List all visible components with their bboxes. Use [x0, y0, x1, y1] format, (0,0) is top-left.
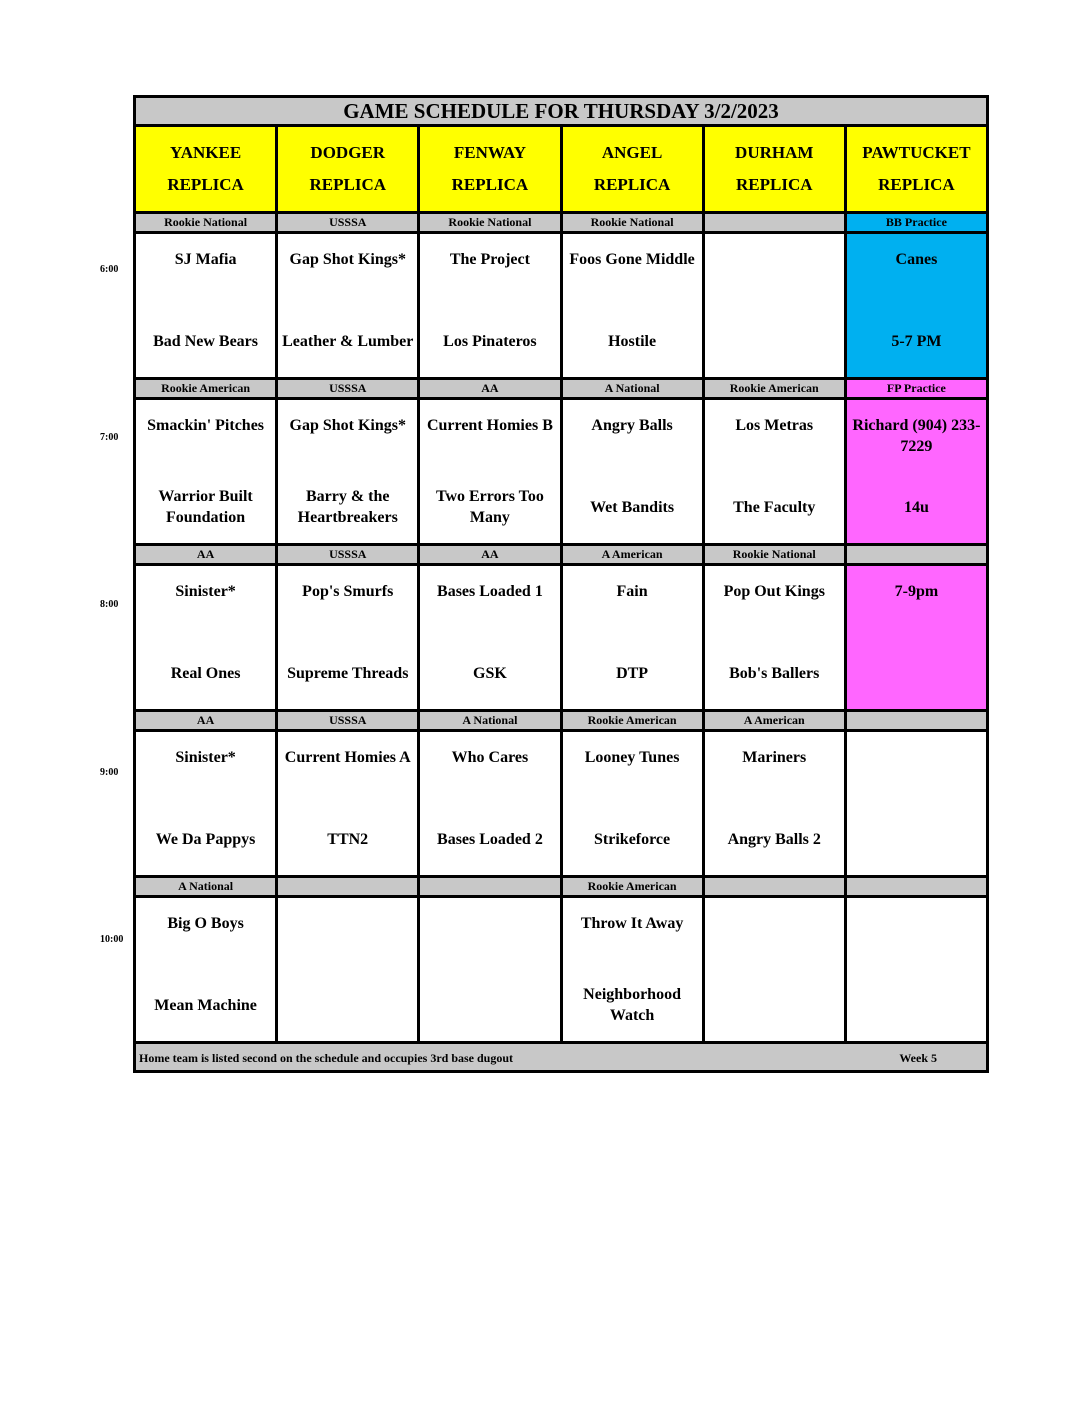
- game-cell: [420, 898, 559, 1041]
- away-team: Gap Shot Kings*: [289, 251, 406, 268]
- away-team: Current Homies B: [426, 417, 553, 434]
- division-label: Rookie American: [136, 380, 275, 397]
- game-cell: [278, 566, 417, 709]
- game-cell: [136, 400, 275, 543]
- division-label: Rookie American: [563, 712, 702, 729]
- home-team: Two Errors Too Many: [435, 488, 544, 527]
- division-label: [847, 878, 986, 895]
- division-label: AA: [420, 546, 559, 563]
- away-team: [847, 898, 986, 970]
- away-team: Sinister*: [175, 583, 236, 600]
- away-team: Canes: [895, 251, 938, 268]
- away-team: Pop's Smurfs: [302, 583, 394, 600]
- field-sub: REPLICA: [309, 175, 386, 194]
- schedule-title: GAME SCHEDULE FOR THURSDAY 3/2/2023: [136, 98, 986, 127]
- field-name: DURHAM: [735, 143, 814, 162]
- game-cell: [420, 566, 559, 709]
- division-row: [136, 214, 986, 231]
- field-sub: REPLICA: [878, 175, 955, 194]
- division-label: BB Practice: [847, 214, 986, 231]
- field-header-yankee: [136, 127, 275, 211]
- field-name: ANGEL: [601, 143, 663, 162]
- game-cell: [847, 732, 986, 875]
- game-cell: [278, 234, 417, 377]
- away-team: Big O Boys: [167, 915, 244, 932]
- away-team: Angry Balls: [591, 417, 673, 434]
- division-label: Rookie National: [563, 214, 702, 231]
- game-row: [136, 400, 986, 543]
- field-name: PAWTUCKET: [862, 143, 971, 162]
- game-cell: [705, 234, 844, 377]
- game-cell: [705, 898, 844, 1041]
- field-header-row: [136, 127, 986, 211]
- game-cell: [563, 234, 702, 377]
- division-label: Rookie National: [705, 546, 844, 563]
- game-cell: [278, 898, 417, 1041]
- home-team: TTN2: [327, 830, 369, 848]
- home-team: Bad New Bears: [153, 332, 259, 350]
- game-row: [136, 732, 986, 875]
- game-cell: [420, 732, 559, 875]
- home-team: [847, 638, 986, 710]
- home-team: Leather & Lumber: [282, 332, 414, 350]
- division-label: [278, 878, 417, 895]
- field-name: FENWAY: [453, 143, 526, 162]
- home-team: Hostile: [608, 332, 657, 350]
- division-label: [420, 878, 559, 895]
- game-cell: [563, 732, 702, 875]
- division-label: FP Practice: [847, 380, 986, 397]
- away-team: The Project: [449, 251, 530, 268]
- field-header-dodger: [278, 127, 417, 211]
- away-team: Fain: [616, 583, 648, 600]
- game-cell: [136, 732, 275, 875]
- game-row: [136, 234, 986, 377]
- home-team: DTP: [616, 664, 649, 682]
- division-label: USSSA: [278, 380, 417, 397]
- home-team: Wet Bandits: [590, 498, 675, 516]
- home-team: 14u: [903, 498, 929, 516]
- home-team: Angry Balls 2: [727, 830, 821, 848]
- home-team: 5-7 PM: [891, 332, 942, 350]
- home-team: We Da Pappys: [155, 830, 256, 848]
- field-sub: REPLICA: [735, 175, 813, 194]
- week-label: Week 5: [899, 1051, 937, 1065]
- game-cell: [563, 898, 702, 1041]
- home-team: Bob's Ballers: [729, 664, 820, 682]
- game-cell: [136, 566, 275, 709]
- away-team: [705, 234, 844, 306]
- division-label: USSSA: [278, 546, 417, 563]
- home-team: Mean Machine: [154, 996, 257, 1014]
- game-cell: [847, 898, 986, 1041]
- game-cell: [420, 400, 559, 543]
- home-team: Supreme Threads: [287, 664, 409, 682]
- field-name: YANKEE: [169, 143, 242, 162]
- division-label: [705, 878, 844, 895]
- home-team: Warrior Built Foundation: [158, 488, 253, 527]
- away-team: Los Metras: [735, 417, 814, 434]
- game-cell: [563, 566, 702, 709]
- home-team: GSK: [473, 664, 507, 682]
- division-row: [136, 712, 986, 729]
- game-cell: [847, 566, 986, 709]
- game-cell: [705, 566, 844, 709]
- division-label: A American: [563, 546, 702, 563]
- home-team: [278, 970, 417, 1042]
- division-label: [847, 712, 986, 729]
- field-header-durham: [705, 127, 844, 211]
- away-team: Sinister*: [175, 749, 236, 766]
- division-label: A National: [136, 878, 275, 895]
- division-label: Rookie National: [420, 214, 559, 231]
- field-header-angel: [563, 127, 702, 211]
- field-sub: REPLICA: [451, 175, 529, 194]
- division-label: Rookie American: [705, 380, 844, 397]
- away-team: [278, 898, 417, 970]
- away-team: Looney Tunes: [584, 749, 680, 766]
- game-cell: [278, 400, 417, 543]
- game-cell: [278, 732, 417, 875]
- away-team: Who Cares: [451, 749, 529, 766]
- division-label: Rookie American: [563, 878, 702, 895]
- time-label: 7:00: [100, 432, 119, 443]
- division-row: [136, 546, 986, 563]
- division-label: A National: [563, 380, 702, 397]
- home-team: [705, 970, 844, 1042]
- game-row: [136, 898, 986, 1041]
- game-row: [136, 566, 986, 709]
- time-label: 6:00: [100, 264, 119, 275]
- game-cell: [705, 400, 844, 543]
- time-label: 9:00: [100, 767, 119, 778]
- field-header-pawtucket: [847, 127, 986, 211]
- time-slots: [136, 211, 986, 1041]
- away-team: Throw It Away: [580, 915, 684, 932]
- time-label: 8:00: [100, 599, 119, 610]
- home-team: Los Pinateros: [443, 332, 537, 350]
- schedule-table: [133, 95, 989, 1073]
- home-team: [705, 306, 844, 378]
- game-cell: [847, 234, 986, 377]
- home-team: Bases Loaded 2: [437, 830, 543, 848]
- game-cell: [420, 234, 559, 377]
- division-label: AA: [420, 380, 559, 397]
- away-team: [705, 898, 844, 970]
- home-team: Strikeforce: [594, 830, 671, 848]
- division-label: USSSA: [278, 214, 417, 231]
- schedule-footer: [136, 1044, 986, 1070]
- field-sub: REPLICA: [167, 175, 244, 194]
- away-team: Foos Gone Middle: [569, 251, 695, 268]
- division-label: [847, 546, 986, 563]
- division-label: USSSA: [278, 712, 417, 729]
- away-team: Pop Out Kings: [723, 583, 825, 600]
- game-cell: [136, 234, 275, 377]
- game-cell: [136, 898, 275, 1041]
- away-team: Richard (904) 233-7229: [852, 417, 981, 455]
- division-label: A National: [420, 712, 559, 729]
- field-header-fenway: [420, 127, 559, 211]
- division-row: [136, 878, 986, 895]
- division-label: A American: [705, 712, 844, 729]
- division-row: [136, 380, 986, 397]
- home-team: [420, 970, 559, 1042]
- away-team: [847, 732, 986, 804]
- away-team: 7-9pm: [894, 583, 939, 600]
- away-team: Gap Shot Kings*: [289, 417, 406, 434]
- game-cell: [563, 400, 702, 543]
- home-team: The Faculty: [733, 498, 816, 516]
- away-team: SJ Mafia: [174, 251, 237, 268]
- field-sub: REPLICA: [593, 175, 671, 194]
- time-label: 10:00: [100, 934, 124, 945]
- field-name: DODGER: [310, 143, 386, 162]
- home-team: [847, 804, 986, 876]
- away-team: Mariners: [742, 749, 807, 766]
- division-label: AA: [136, 712, 275, 729]
- home-team: [847, 970, 986, 1042]
- away-team: [420, 898, 559, 970]
- game-cell: [847, 400, 986, 543]
- footer-note: Home team is listed second on the schedule and occupies 3rd base dugout: [139, 1051, 514, 1065]
- away-team: Bases Loaded 1: [437, 583, 543, 600]
- home-team: Real Ones: [170, 664, 241, 682]
- away-team: Smackin' Pitches: [147, 417, 265, 434]
- away-team: Current Homies A: [284, 749, 411, 766]
- division-label: Rookie National: [136, 214, 275, 231]
- home-team: Barry & the Heartbreakers: [297, 488, 398, 527]
- division-label: AA: [136, 546, 275, 563]
- game-cell: [705, 732, 844, 875]
- division-label: [705, 214, 844, 231]
- home-team: Neighborhood Watch: [583, 986, 681, 1025]
